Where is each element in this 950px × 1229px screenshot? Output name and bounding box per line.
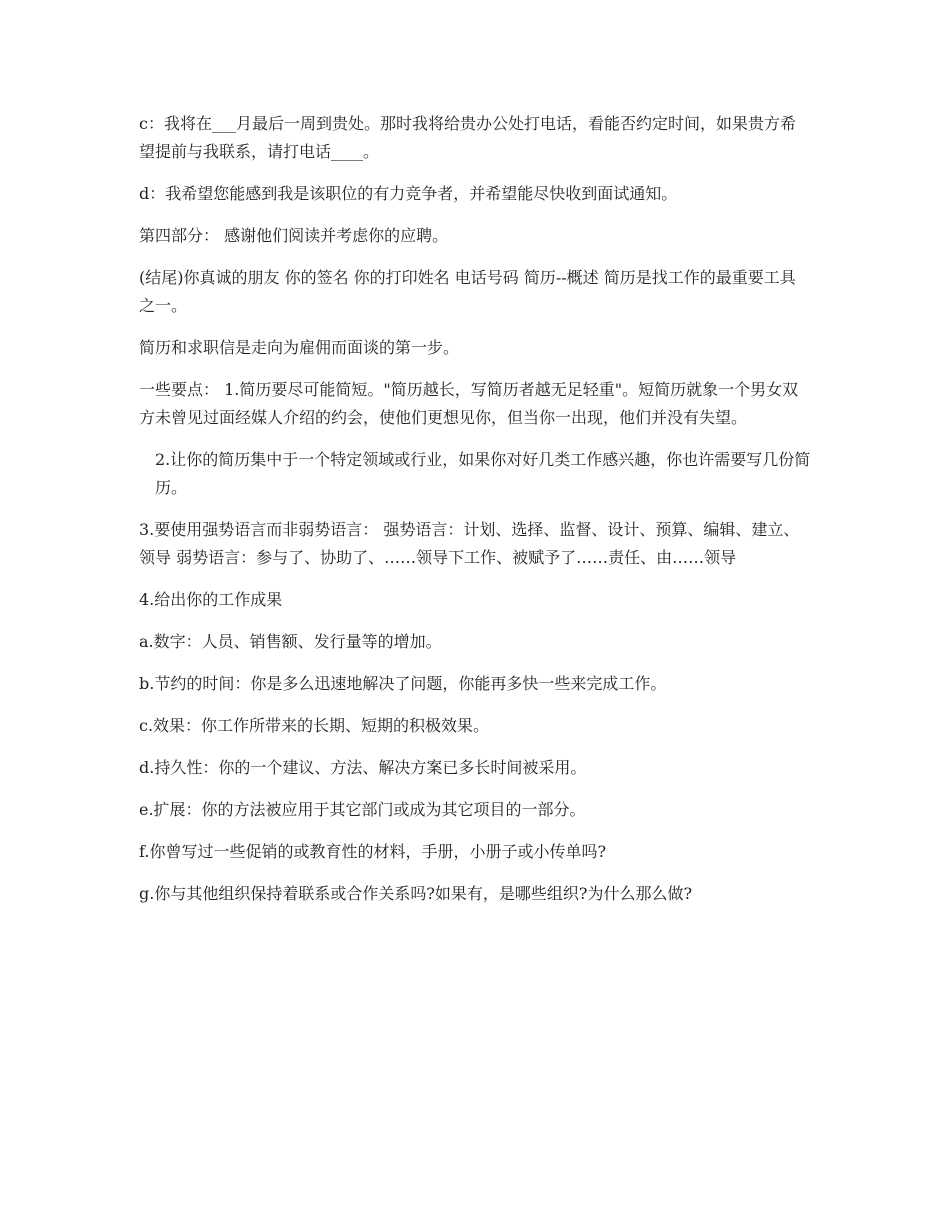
paragraph-c-visit-plan: c：我将在___月最后一周到贵处。那时我将给贵办公处打电话，看能否约定时间，如果贵方希望提前与我联系，请打电话____。: [139, 114, 796, 161]
paragraph-part-four: 第四部分： 感谢他们阅读并考虑你的应聘。: [139, 226, 449, 245]
list-item-c: c.效果：你工作所带来的长期、短期的积极效果。: [139, 716, 490, 735]
paragraph-key-points-1: 一些要点： 1.简历要尽可能简短。"简历越长，写简历者越无足轻重"。短简历就象一个男女双方未曾见过面经媒人介绍的约会，使他们更想见你，但当你一出现，他们并没有失望。: [139, 380, 799, 427]
list-item-e: e.扩展：你的方法被应用于其它部门或成为其它项目的一部分。: [139, 800, 586, 819]
list-item-f: f.你曾写过一些促销的或教育性的材料，手册，小册子或小传单吗?: [139, 842, 607, 861]
paragraph-first-step: 简历和求职信是走向为雇佣而面谈的第一步。: [139, 338, 460, 357]
paragraph-d-interview-hope: d：我希望您能感到我是该职位的有力竞争者，并希望能尽快收到面试通知。: [139, 184, 678, 203]
paragraph-key-points-3: 3.要使用强势语言而非弱势语言： 强势语言：计划、选择、监督、设计、预算、编辑、建立、领导 弱势语言：参与了、协助了、……领导下工作、被赋予了……责任、由……领导: [139, 520, 800, 567]
list-item-a: a.数字：人员、销售额、发行量等的增加。: [139, 632, 442, 651]
paragraph-key-points-4: 4.给出你的工作成果: [139, 590, 283, 609]
list-item-b: b.节约的时间：你是多么迅速地解决了问题，你能再多快一些来完成工作。: [139, 674, 667, 693]
list-item-d: d.持久性：你的一个建议、方法、解决方案已多长时间被采用。: [139, 758, 587, 777]
paragraph-closing: (结尾)你真诚的朋友 你的签名 你的打印姓名 电话号码 简历--概述 简历是找工作的最重要工具之一。: [139, 268, 796, 315]
list-item-g: g.你与其他组织保持着联系或合作关系吗?如果有，是哪些组织?为什么那么做?: [139, 884, 693, 903]
paragraph-key-points-2: 2.让你的简历集中于一个特定领域或行业，如果你对好几类工作感兴趣，你也许需要写几份简历。: [155, 450, 811, 497]
document-body: [139, 110, 811, 922]
